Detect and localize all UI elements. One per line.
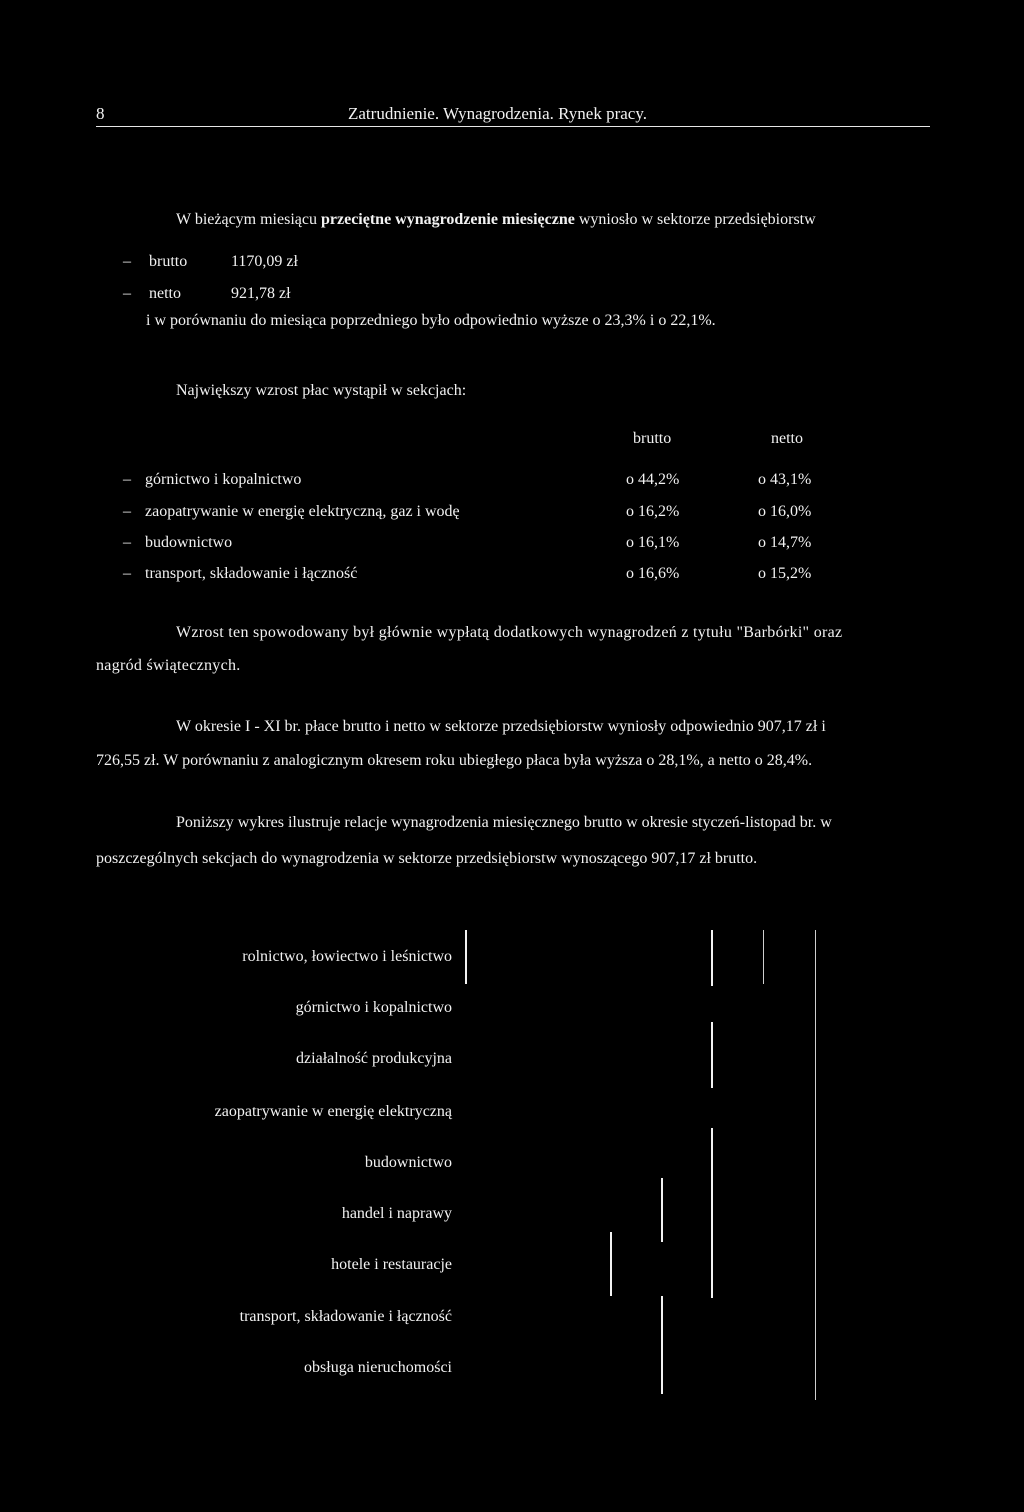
category-label: hotele i restauracje: [331, 1256, 452, 1273]
category-label: handel i naprawy: [341, 1205, 452, 1222]
chart-mark: [815, 930, 816, 1400]
intro-item-brutto: [123, 253, 298, 271]
period-line-1: W okresie I - XI br. płace brutto i netto w sektorze przedsiębiorstw wyniosły odpowiednio 907,17 zł i: [176, 718, 826, 735]
intro-bold: przeciętne wynagrodzenie miesięczne: [320, 211, 575, 228]
chart-mark: [711, 930, 713, 986]
category-label: obsługa nieruchomości: [304, 1359, 452, 1376]
value-brutto: o 16,6%: [626, 565, 680, 582]
section-name: górnictwo i kopalnictwo: [145, 471, 302, 488]
value-netto: o 14,7%: [758, 534, 812, 551]
chart-mark: [661, 1178, 663, 1242]
growth-heading: Największy wzrost płac wystąpił w sekcjach:: [176, 382, 467, 399]
page-number: 8: [96, 104, 105, 123]
chart-mark: [610, 1232, 612, 1296]
value-brutto: o 16,1%: [626, 534, 680, 551]
dash: –: [123, 565, 131, 582]
intro-item-label: brutto: [149, 253, 188, 270]
growth-row: [123, 565, 843, 587]
column-header-netto: netto: [771, 430, 803, 447]
dash: –: [123, 534, 131, 551]
period-line-2: 726,55 zł. W porównaniu z analogicznym okresem roku ubiegłego płaca była wyższa o 28,1%, a netto o 28,4%.: [96, 752, 813, 769]
running-title: Zatrudnienie. Wynagrodzenia. Rynek pracy.: [348, 104, 647, 123]
dash: –: [123, 253, 131, 270]
intro-text-before: W bieżącym miesiącu: [176, 211, 321, 228]
section-name: budownictwo: [145, 534, 233, 551]
value-netto: o 15,2%: [758, 565, 812, 582]
category-label: działalność produkcyjna: [296, 1050, 452, 1067]
value-netto: o 43,1%: [758, 471, 812, 488]
intro-item-label: netto: [149, 285, 181, 302]
reason-line-2: nagród świątecznych.: [96, 657, 241, 674]
reason-line-1: Wzrost ten spowodowany był głównie wypłatą dodatkowych wynagrodzeń z tytułu "Barbórki" oraz: [176, 624, 843, 641]
growth-row: [123, 471, 843, 493]
intro-comparison: i w porównaniu do miesiąca poprzedniego było odpowiednio wyższe o 23,3% i o 22,1%.: [146, 312, 716, 329]
chart-intro-line-1: Poniższy wykres ilustruje relacje wynagrodzenia miesięcznego brutto w okresie styczeń-listopad br. w: [176, 814, 832, 831]
header-rule: [96, 126, 930, 127]
chart-mark: [763, 930, 764, 984]
category-label: rolnictwo, łowiectwo i leśnictwo: [242, 948, 452, 965]
category-label: budownictwo: [364, 1154, 452, 1171]
dash: –: [123, 503, 131, 520]
value-brutto: o 44,2%: [626, 471, 680, 488]
value-netto: o 16,0%: [758, 503, 812, 520]
intro-item-value: 921,78 zł: [231, 285, 291, 302]
chart-mark: [661, 1296, 663, 1394]
chart-mark: [711, 1022, 713, 1088]
growth-row: [123, 503, 843, 525]
category-label: transport, składowanie i łączność: [239, 1308, 452, 1325]
intro-sentence: [176, 211, 816, 229]
chart-mark: [465, 930, 467, 984]
intro-item-value: 1170,09 zł: [231, 253, 298, 270]
chart-mark: [711, 1128, 713, 1298]
category-label: zaopatrywanie w energię elektryczną: [214, 1103, 452, 1120]
section-name: transport, składowanie i łączność: [145, 565, 358, 582]
dash: –: [123, 471, 131, 488]
category-label: górnictwo i kopalnictwo: [295, 999, 452, 1016]
chart-intro-line-2: poszczególnych sekcjach do wynagrodzenia w sektorze przedsiębiorstw wynoszącego 907,17 zł brutto.: [96, 850, 758, 867]
growth-row: [123, 534, 843, 556]
value-brutto: o 16,2%: [626, 503, 680, 520]
column-header-brutto: brutto: [633, 430, 672, 447]
intro-item-netto: [123, 285, 291, 303]
dash: –: [123, 285, 131, 302]
section-name: zaopatrywanie w energię elektryczną, gaz i wodę: [145, 503, 460, 520]
intro-text-after: wyniosło w sektorze przedsiębiorstw: [574, 211, 816, 228]
